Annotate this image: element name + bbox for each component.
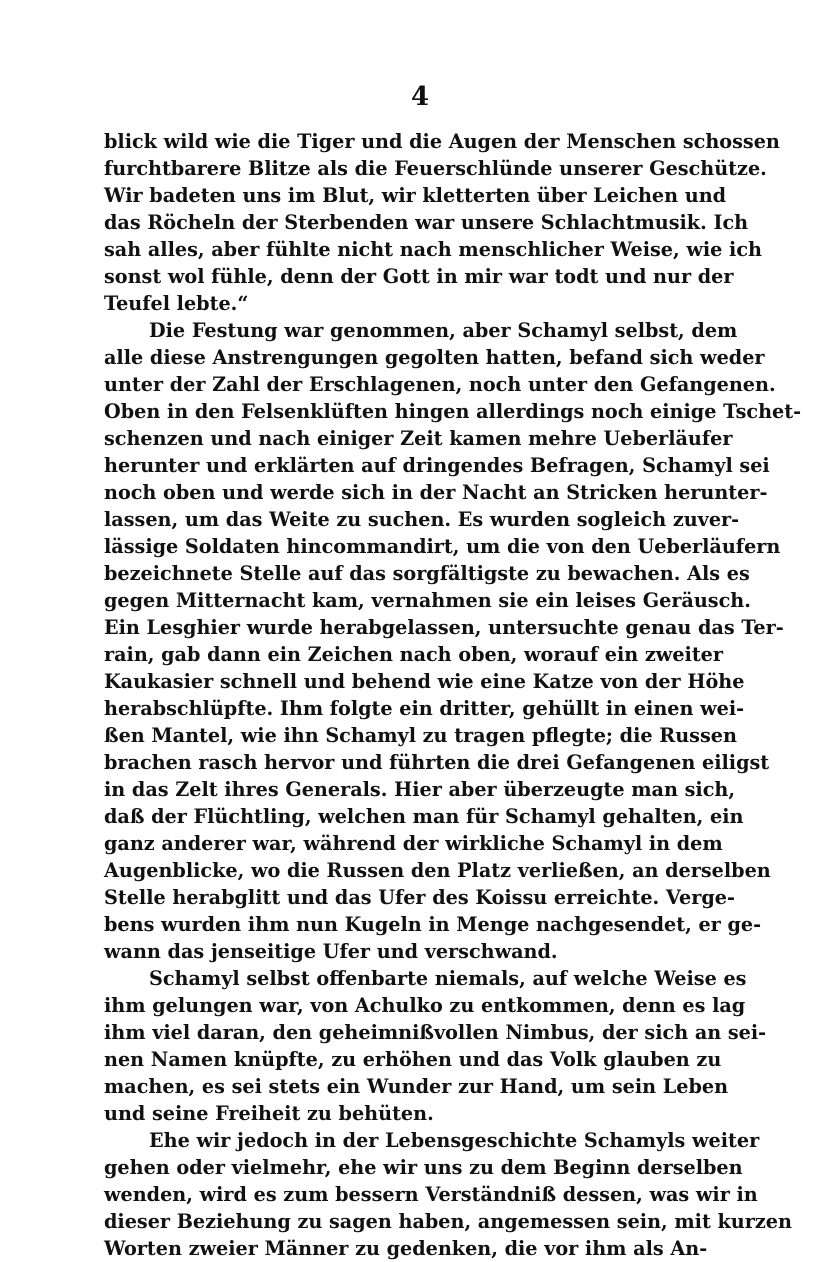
- text-line: und seine Freiheit zu behüten.: [104, 1102, 434, 1125]
- text-line: Oben in den Felsenklüften hingen allerdings noch einige Tschet-: [104, 400, 802, 423]
- text-line: Die Festung war genommen, aber Schamyl selbst, dem: [149, 319, 738, 342]
- text-line: Wir badeten uns im Blut, wir kletterten über Leichen und: [104, 184, 727, 207]
- text-line: furchtbarere Blitze als die Feuerschlünde unserer Geschütze.: [104, 157, 767, 180]
- text-line: brachen rasch hervor und führten die drei Gefangenen eiligst: [104, 751, 770, 774]
- text-line: ihm viel daran, den geheimnißvollen Nimbus, der sich an sei-: [104, 1021, 767, 1044]
- body-text: [104, 128, 802, 1262]
- text-line: machen, es sei stets ein Wunder zur Hand, um sein Leben: [104, 1075, 729, 1098]
- text-line: noch oben und werde sich in der Nacht an Stricken herunter-: [104, 481, 768, 504]
- text-line: sonst wol fühle, denn der Gott in mir war todt und nur der: [104, 265, 734, 288]
- text-line: Schamyl selbst offenbarte niemals, auf welche Weise es: [149, 967, 747, 990]
- text-line: Augenblicke, wo die Russen den Platz verließen, an derselben: [104, 859, 771, 882]
- text-line: Ein Lesghier wurde herabgelassen, untersuchte genau das Ter-: [104, 616, 784, 639]
- text-line: unter der Zahl der Erschlagenen, noch unter den Gefangenen.: [104, 373, 776, 396]
- text-line: bezeichnete Stelle auf das sorgfältigste zu bewachen. Als es: [104, 562, 750, 585]
- text-line: bens wurden ihm nun Kugeln in Menge nachgesendet, er ge-: [104, 913, 762, 936]
- text-line: nen Namen knüpfte, zu erhöhen und das Volk glauben zu: [104, 1048, 722, 1071]
- text-line: alle diese Anstrengungen gegolten hatten, befand sich weder: [104, 346, 765, 369]
- text-line: das Röcheln der Sterbenden war unsere Schlachtmusik. Ich: [104, 211, 749, 234]
- page-number: 4: [410, 82, 430, 112]
- text-line: sah alles, aber fühlte nicht nach menschlicher Weise, wie ich: [104, 238, 762, 261]
- text-line: in das Zelt ihres Generals. Hier aber überzeugte man sich,: [104, 778, 736, 801]
- text-line: herunter und erklärten auf dringendes Befragen, Schamyl sei: [104, 454, 770, 477]
- text-line: Ehe wir jedoch in der Lebensgeschichte Schamyls weiter: [149, 1129, 760, 1152]
- text-line: ihm gelungen war, von Achulko zu entkommen, denn es lag: [104, 994, 746, 1017]
- text-line: dieser Beziehung zu sagen haben, angemessen sein, mit kurzen: [104, 1210, 792, 1233]
- text-line: gegen Mitternacht kam, vernahmen sie ein leises Geräusch.: [104, 589, 751, 612]
- text-line: lässige Soldaten hincommandirt, um die von den Ueberläufern: [104, 535, 781, 558]
- text-line: Stelle herabglitt und das Ufer des Koissu erreichte. Verge-: [104, 886, 735, 909]
- text-line: daß der Flüchtling, welchen man für Schamyl gehalten, ein: [104, 805, 744, 828]
- text-line: rain, gab dann ein Zeichen nach oben, worauf ein zweiter: [104, 643, 724, 666]
- text-line: wenden, wird es zum bessern Verständniß dessen, was wir in: [104, 1183, 758, 1206]
- text-line: Kaukasier schnell und behend wie eine Katze von der Höhe: [104, 670, 745, 693]
- text-line: gehen oder vielmehr, ehe wir uns zu dem Beginn derselben: [104, 1156, 743, 1179]
- text-line: Worten zweier Männer zu gedenken, die vor ihm als An-: [104, 1237, 708, 1260]
- text-line: wann das jenseitige Ufer und verschwand.: [104, 940, 558, 963]
- text-line: lassen, um das Weite zu suchen. Es wurden sogleich zuver-: [104, 508, 740, 531]
- text-line: herabschlüpfte. Ihm folgte ein dritter, gehüllt in einen wei-: [104, 697, 745, 720]
- text-line: Teufel lebte.“: [104, 292, 249, 315]
- text-line: ßen Mantel, wie ihn Schamyl zu tragen pflegte; die Russen: [104, 724, 737, 747]
- text-line: schenzen und nach einiger Zeit kamen mehre Ueberläufer: [104, 427, 733, 450]
- text-line: ganz anderer war, während der wirkliche Schamyl in dem: [104, 832, 723, 855]
- text-line: blick wild wie die Tiger und die Augen der Menschen schossen: [104, 130, 780, 153]
